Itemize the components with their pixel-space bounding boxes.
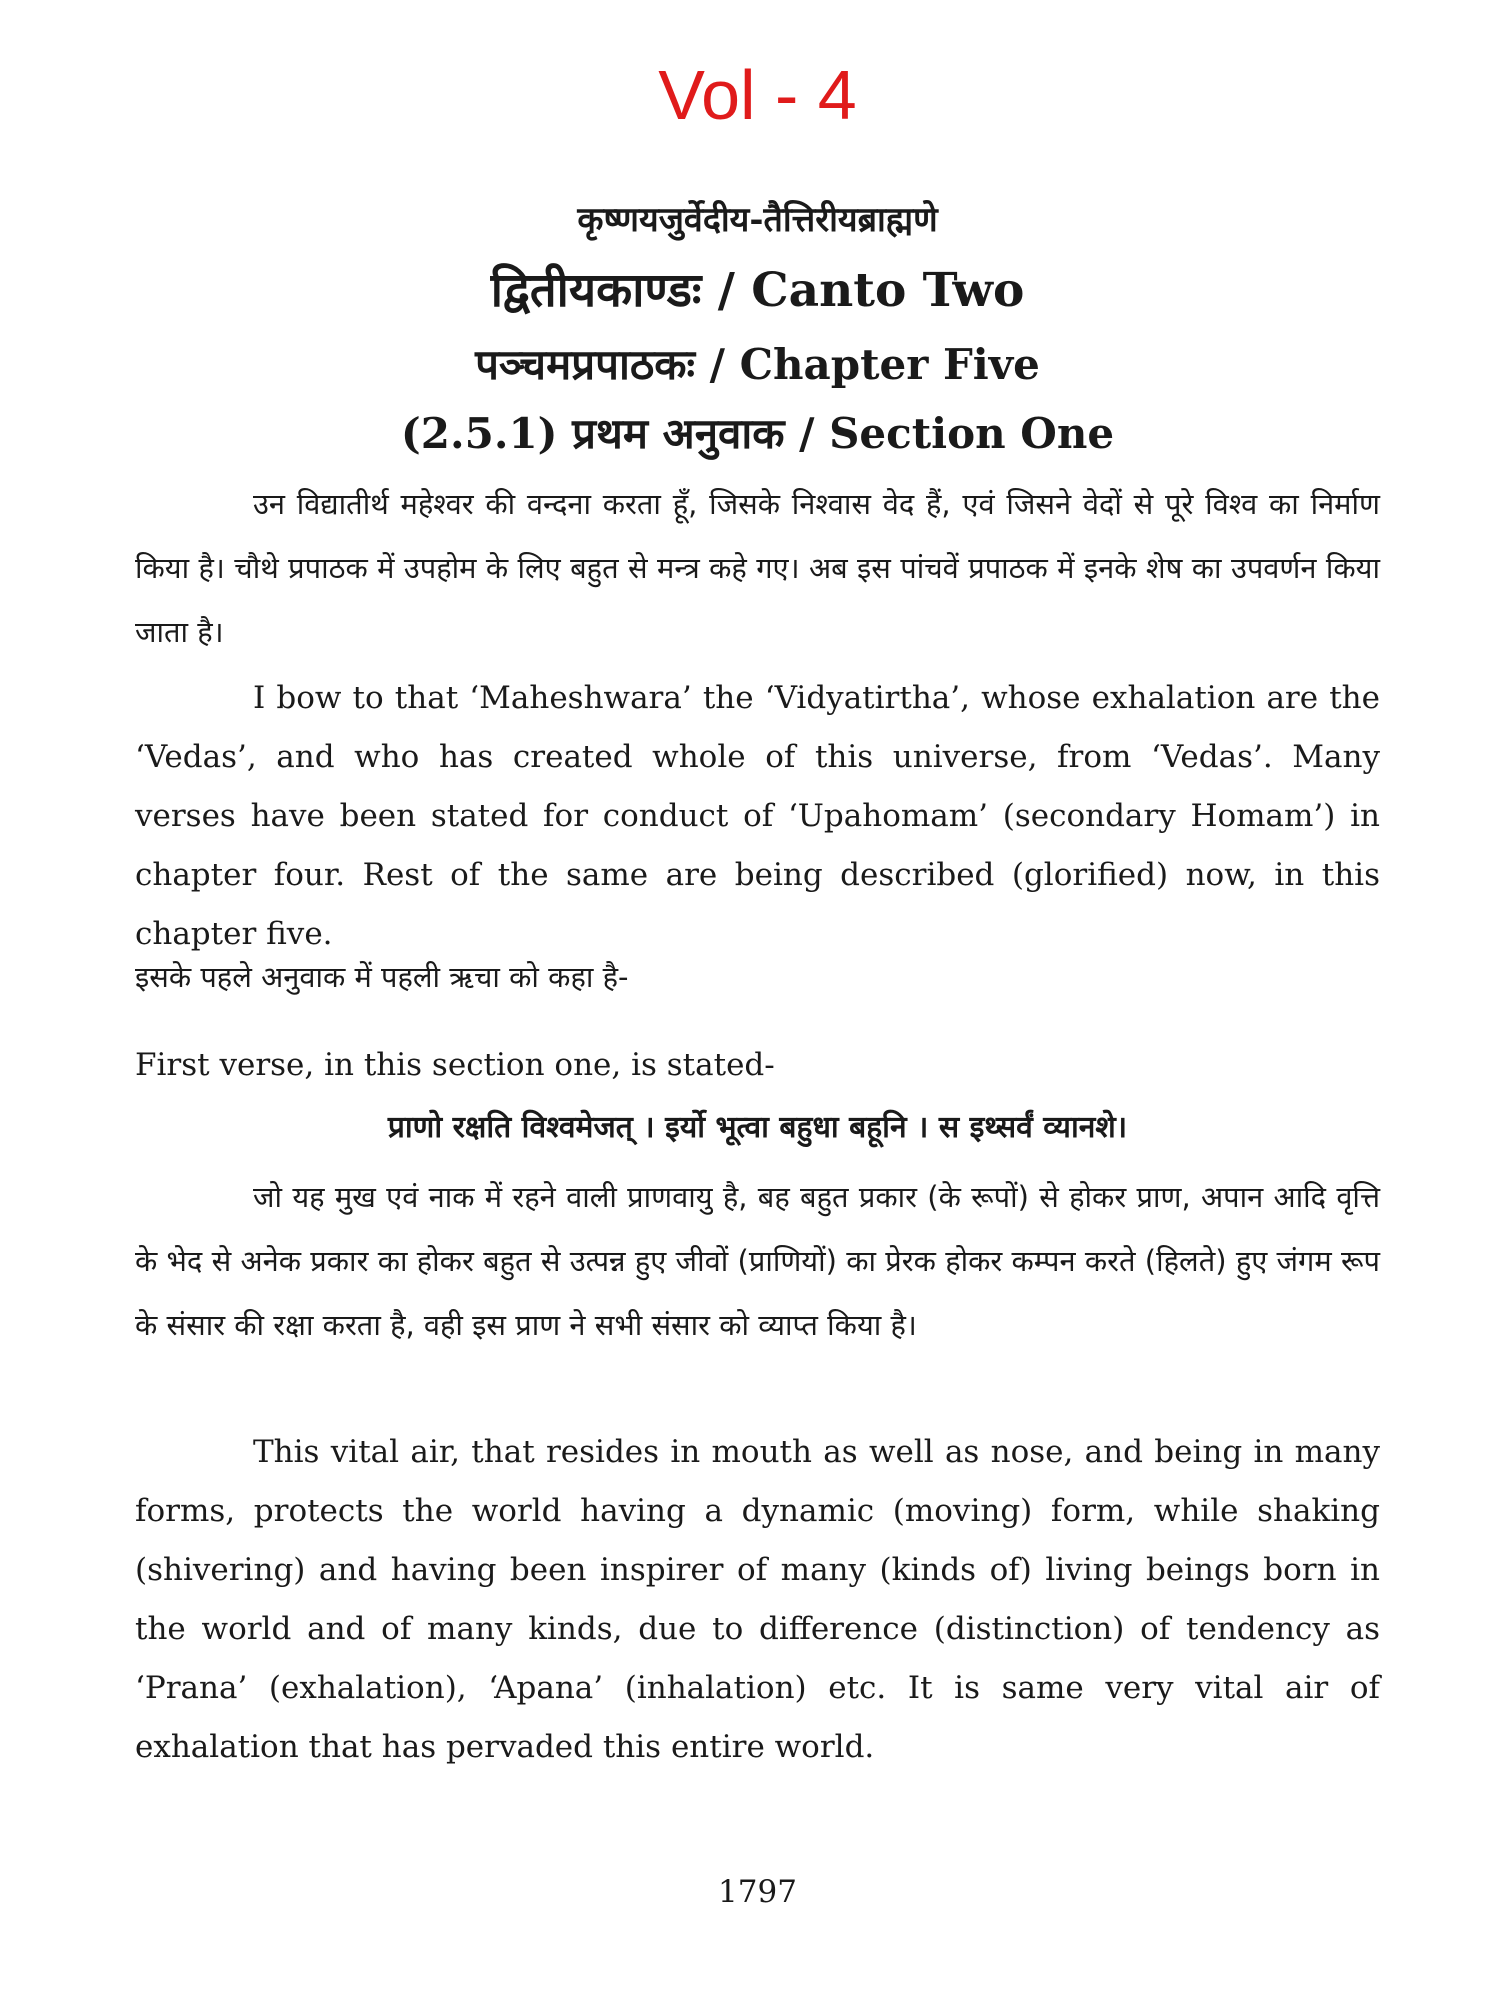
lead-english-line: First verse, in this section one, is stated- (135, 1047, 775, 1083)
volume-label: Vol - 4 (658, 56, 857, 134)
page-number: 1797 (718, 1874, 797, 1910)
canto-heading: द्वितीयकाण्डः / Canto Two (490, 263, 1025, 318)
explanation-hindi-paragraph: जो यह मुख एवं नाक में रहने वाली प्राणवायु है, बह बहुत प्रकार (के रूपों) से होकर प्राण, अपान आदि वृत्ति के भेद से अनेक प्रकार का होकर बहुत से उत्पन्न हुए जीवों (प्राणियों) का प्रेरक होकर कम्पन करते (हिलते) हुए जंगम रूप के संसार की रक्षा करता है, वही इस प्राण ने सभी संसार को व्याप्त किया है। (135, 1180, 1380, 1342)
section-heading: (2.5.1) प्रथम अनुवाक / Section One (400, 409, 1115, 458)
lead-hindi-line: इसके पहले अनुवाक में पहली ऋचा को कहा है- (135, 960, 629, 994)
text-subtitle: कृष्णयजुर्वेदीय-तैत्तिरीयब्राह्मणे (577, 200, 938, 240)
chapter-heading: पञ्चमप्रपाठकः / Chapter Five (475, 340, 1040, 389)
intro-hindi-paragraph: उन विद्यातीर्थ महेश्वर की वन्दना करता हूँ, जिसके निश्वास वेद हैं, एवं जिसने वेदों से पूरे विश्व का निर्माण किया है। चौथे प्रपाठक में उपहोम के लिए बहुत से मन्त्र कहे गए। अब इस पांचवें प्रपाठक में इनके शेष का उपवर्णन किया जाता है। (135, 487, 1380, 649)
book-page (135, 0, 1380, 2000)
sanskrit-verse: प्राणो रक्षति विश्वमेजत् । इर्यो भूत्वा बहुधा बहूनि । स इथ्सर्वं व्यानशे। (387, 1110, 1128, 1145)
intro-english-paragraph: I bow to that ‘Maheshwara’ the ‘Vidyatirtha’, whose exhalation are the ‘Vedas’, and who has created whole of this universe, from ‘Vedas’. Many verses have been stated for conduct of ‘Upahomam’ (secondary Homam’) in chapter four. Rest of the same are being described (glorified) now, in this chapter five. (135, 680, 1380, 952)
explanation-english-paragraph: This vital air, that resides in mouth as well as nose, and being in many forms, protects the world having a dynamic (moving) form, while shaking (shivering) and having been inspirer of many (kinds of) living beings born in the world and of many kinds, due to difference (distinction) of tendency as ‘Prana’ (exhalation), ‘Apana’ (inhalation) etc. It is same very vital air of exhalation that has pervaded this entire world. (135, 1434, 1380, 1765)
